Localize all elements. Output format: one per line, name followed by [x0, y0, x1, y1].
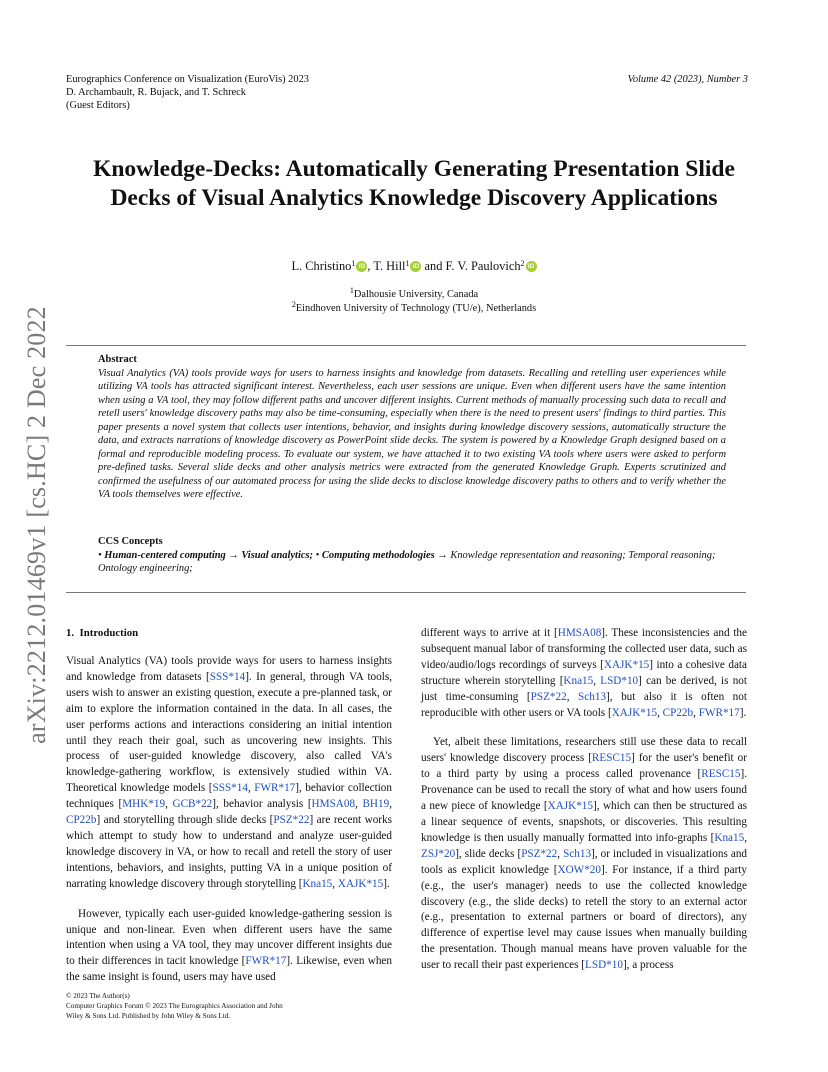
- text-run: ], but also it is often not reproducible with other users or VA tools [: [421, 690, 747, 719]
- paragraph: [66, 907, 392, 987]
- orcid-icon[interactable]: iD: [410, 261, 421, 272]
- ccs-concepts: [98, 535, 726, 576]
- citation-link[interactable]: CP22b: [66, 814, 97, 827]
- citation-link[interactable]: SSS*14: [212, 782, 248, 795]
- abstract-section: [98, 353, 726, 502]
- citation-link[interactable]: SSS*14: [209, 670, 246, 683]
- text-run: Visual Analytics (VA) tools provide ways for users to harness insights and knowledge from datasets [: [66, 655, 392, 683]
- citation-link[interactable]: RESC15: [701, 768, 741, 781]
- affiliation-mark: 2: [291, 299, 296, 309]
- volume-info: Volume 42 (2023), Number 3: [627, 74, 748, 85]
- citation-link[interactable]: Kna15: [302, 877, 333, 890]
- left-column: [66, 626, 392, 986]
- citation-link[interactable]: Sch13: [578, 690, 607, 703]
- ccs-term: Visual analytics;: [241, 549, 314, 561]
- citation-link[interactable]: FWR*17: [245, 955, 287, 968]
- abstract-heading: Abstract: [98, 354, 137, 365]
- text-run: ,: [566, 690, 579, 703]
- text-run: Yet, albeit these limitations, researchers still use these data to recall users' knowledge discovery process [: [421, 736, 747, 765]
- citation-link[interactable]: MHK*19: [122, 798, 166, 811]
- citation-link[interactable]: XAJK*15: [547, 800, 593, 813]
- paragraph: [66, 654, 392, 893]
- paragraph: [421, 735, 747, 974]
- text-run: ]. For instance, if a third party (e.g., the user's manager) needs to use the collected knowledge discovery (e.g., the slide decks) to retell the story to an external actor (e.g., presentation to external partners or board of directors), any difference of expertise level may cause issues when manually building the presentation. Though manual means have proven valuable for the user to recall their past experiences [: [421, 863, 747, 972]
- citation-link[interactable]: BH19: [362, 798, 390, 811]
- title-line: Knowledge-Decks: Automatically Generating Presentation Slide: [93, 156, 735, 182]
- citation-link[interactable]: CP22b: [662, 706, 694, 719]
- copyright-line: Wiley & Sons Ltd. Published by John Wiley & Sons Ltd.: [66, 1012, 231, 1020]
- arrow-icon: →: [225, 549, 242, 561]
- affiliation-line: [0, 288, 828, 302]
- affiliation-mark: 2: [520, 259, 525, 268]
- text-run: ] and storytelling through slide decks [: [96, 814, 274, 827]
- citation-link[interactable]: GCB*22: [172, 798, 213, 811]
- arrow-icon: →: [434, 549, 451, 561]
- affiliation-text: Dalhousie University, Canada: [353, 289, 479, 300]
- affiliation-text: Eindhoven University of Technology (TU/e), Netherlands: [295, 302, 537, 314]
- text-run: ] are recent works which attempt to study how to understand and analyze user-guided knowledge discovery in VA, or how to recall and retell the story of user intentions, behaviors, and insights, putting VA in a unique position of narrating knowledge discovery through storytelling [: [66, 814, 392, 890]
- arxiv-id: arXiv:2212.01469v1 [cs.HC] 2 Dec 2022: [22, 306, 51, 744]
- ccs-term: Human-centered computing: [104, 549, 226, 561]
- citation-link[interactable]: XAJK*15: [603, 658, 650, 671]
- citation-link[interactable]: XAJK*15: [337, 877, 384, 890]
- text-run: ], which can then be structured as a linear sequence of events, snapshots, or discoveries. This resulting knowledge is then usually manually formatted into info-graphs [: [421, 800, 747, 844]
- text-run: ], a process: [622, 959, 674, 972]
- text-run: ,: [389, 798, 392, 811]
- citation-link[interactable]: Sch13: [563, 847, 592, 860]
- ccs-rest: Knowledge representation and reasoning; Temporal reasoning; Ontology engineering;: [98, 549, 716, 574]
- text-run: ]. These inconsistencies and the subsequent manual labor of transforming the collected user data, such as video/audio/logs recordings of surveys [: [421, 627, 747, 671]
- section-number: 1.: [66, 627, 75, 639]
- affiliation-mark: 1: [349, 286, 354, 295]
- text-run: ,: [165, 798, 173, 811]
- ccs-heading: CCS Concepts: [98, 536, 163, 547]
- copyright-line: © 2023 The Author(s): [66, 992, 130, 1000]
- affiliations: [0, 288, 828, 315]
- text-run: ] into a cohesive data structure wherein storytelling [: [421, 658, 747, 687]
- orcid-icon[interactable]: iD: [356, 261, 367, 272]
- text-run: However, typically each user-guided knowledge-gathering session is unique and non-linear. Even when different users have the same intention when using a VA tool, they may uncover different insights due to their differences in tacit knowledge [: [66, 907, 392, 968]
- citation-link[interactable]: PSZ*22: [273, 814, 310, 827]
- affiliation-mark: 1: [405, 259, 410, 268]
- text-run: ], slide decks [: [455, 847, 522, 860]
- text-run: ,: [332, 877, 338, 890]
- citation-link[interactable]: RESC15: [591, 752, 632, 765]
- paragraph: [421, 626, 747, 721]
- text-run: ,: [657, 706, 663, 719]
- citation-link[interactable]: Kna15: [563, 674, 594, 687]
- ccs-term: Computing methodologies: [321, 549, 435, 561]
- arxiv-sidebar: [12, 290, 62, 760]
- author-name: , T. Hill: [367, 259, 406, 273]
- citation-link[interactable]: PSZ*22: [530, 690, 567, 703]
- citation-link[interactable]: ZSJ*20: [421, 847, 456, 860]
- citation-link[interactable]: LSD*10: [585, 959, 623, 972]
- text-run: ], or included in visualizations and tools as explicit knowledge [: [421, 847, 748, 876]
- journal-header: [66, 73, 309, 112]
- citation-link[interactable]: XOW*20: [557, 863, 601, 876]
- text-run: ]. Provenance can be used to recall the story of what and how users found a new piece of knowledge [: [421, 768, 747, 813]
- abstract-text: Visual Analytics (VA) tools provide ways for users to harness insights and knowledge from datasets. Recalling and retelling user experiences while utilizing VA tools has attracted significant interest. Nevertheless, each user sessions are unique. Even when different users have the same intention when using a VA tool, they may follow different paths and uncover different insights. Current methods of manually processing such data to recall and retell users' knowledge discovery paths may also be time-consuming, especially when there is the need to present users' findings to third parties. This paper presents a novel system that collects user intentions, behavior, and insights during knowledge discovery sessions, automatically structure the data, and extracts narrations of knowledge discovery as PowerPoint slide decks. The system is powered by a Knowledge Graph designed based on a formal and reproducible modeling process. To evaluate our system, we have attached it to two existing VA tools where users were asked to perform pre-defined tasks. Several slide decks and other analysis metrics were extracted from the generated Knowledge Graph. Experts scrutinized and confirmed the usefulness of our automated process for using the slide decks to disclose knowledge discovery paths to others and to verify whether the VA tools themselves were effective.: [98, 367, 726, 500]
- citation-link[interactable]: FWR*17: [254, 782, 296, 795]
- section-title: Introduction: [79, 627, 139, 639]
- right-column: [421, 626, 747, 974]
- header-line: D. Archambault, R. Bujack, and T. Schreck: [66, 87, 246, 98]
- text-run: ]. In general, through VA tools, users wish to answer an existing question, execute a pre-planned task, or aim to explore the information contained in the data. In all cases, the user performs actions and interactions considering an initial intention until they reach their goal, such as uncovering new insights. This process of user-guided knowledge discovery, also called VA's knowledge-gathering workflow, is extensively studied within VA. Theoretical knowledge models [: [66, 670, 392, 795]
- header-line: (Guest Editors): [66, 100, 130, 111]
- citation-link[interactable]: XAJK*15: [611, 706, 658, 719]
- divider: [66, 345, 746, 346]
- author-name: and F. V. Paulovich: [421, 259, 521, 273]
- text-run: ], behavior collection techniques [: [66, 782, 392, 811]
- text-run: ,: [247, 782, 255, 795]
- text-run: ] can be derived, is not just time-consuming [: [421, 674, 747, 703]
- text-run: ,: [593, 674, 601, 687]
- author-name: L. Christino: [291, 259, 352, 273]
- ccs-text: • Human-centered computing → Visual analytics; • Computing methodologies → Knowledge representation and reasoning; Temporal reasoning; Ontology engineering;: [98, 549, 716, 574]
- title-line: Decks of Visual Analytics Knowledge Discovery Applications: [110, 185, 718, 211]
- text-run: ], behavior analysis [: [212, 798, 312, 811]
- citation-link[interactable]: HMSA08: [311, 798, 356, 811]
- author-list: [0, 259, 828, 274]
- text-run: ,: [557, 847, 564, 860]
- section-heading: [66, 626, 392, 641]
- affiliation-mark: 1: [351, 259, 356, 268]
- orcid-icon[interactable]: iD: [526, 261, 537, 272]
- text-run: ].: [383, 877, 390, 890]
- copyright-notice: [66, 991, 386, 1021]
- divider: [66, 592, 746, 593]
- text-run: different ways to arrive at it [: [421, 627, 558, 639]
- text-run: ,: [744, 831, 747, 844]
- text-run: ,: [355, 798, 363, 811]
- paper-title: [60, 155, 768, 213]
- text-run: ] for the user's benefit or to a third party by using a process called provenance [: [421, 752, 747, 781]
- citation-link[interactable]: LSD*10: [600, 674, 639, 687]
- citation-link[interactable]: FWR*17: [698, 706, 740, 719]
- header-line: Eurographics Conference on Visualization (EuroVis) 2023: [66, 74, 309, 85]
- copyright-line: Computer Graphics Forum © 2023 The Eurographics Association and John: [66, 1002, 283, 1010]
- affiliation-line: [0, 299, 828, 316]
- citation-link[interactable]: HMSA08: [557, 627, 602, 639]
- citation-link[interactable]: Kna15: [714, 831, 745, 844]
- citation-link[interactable]: PSZ*22: [521, 847, 558, 860]
- text-run: ,: [693, 706, 699, 719]
- text-run: ]. Likewise, even when the same insight is found, users may have used: [66, 955, 392, 984]
- text-run: ].: [739, 706, 747, 719]
